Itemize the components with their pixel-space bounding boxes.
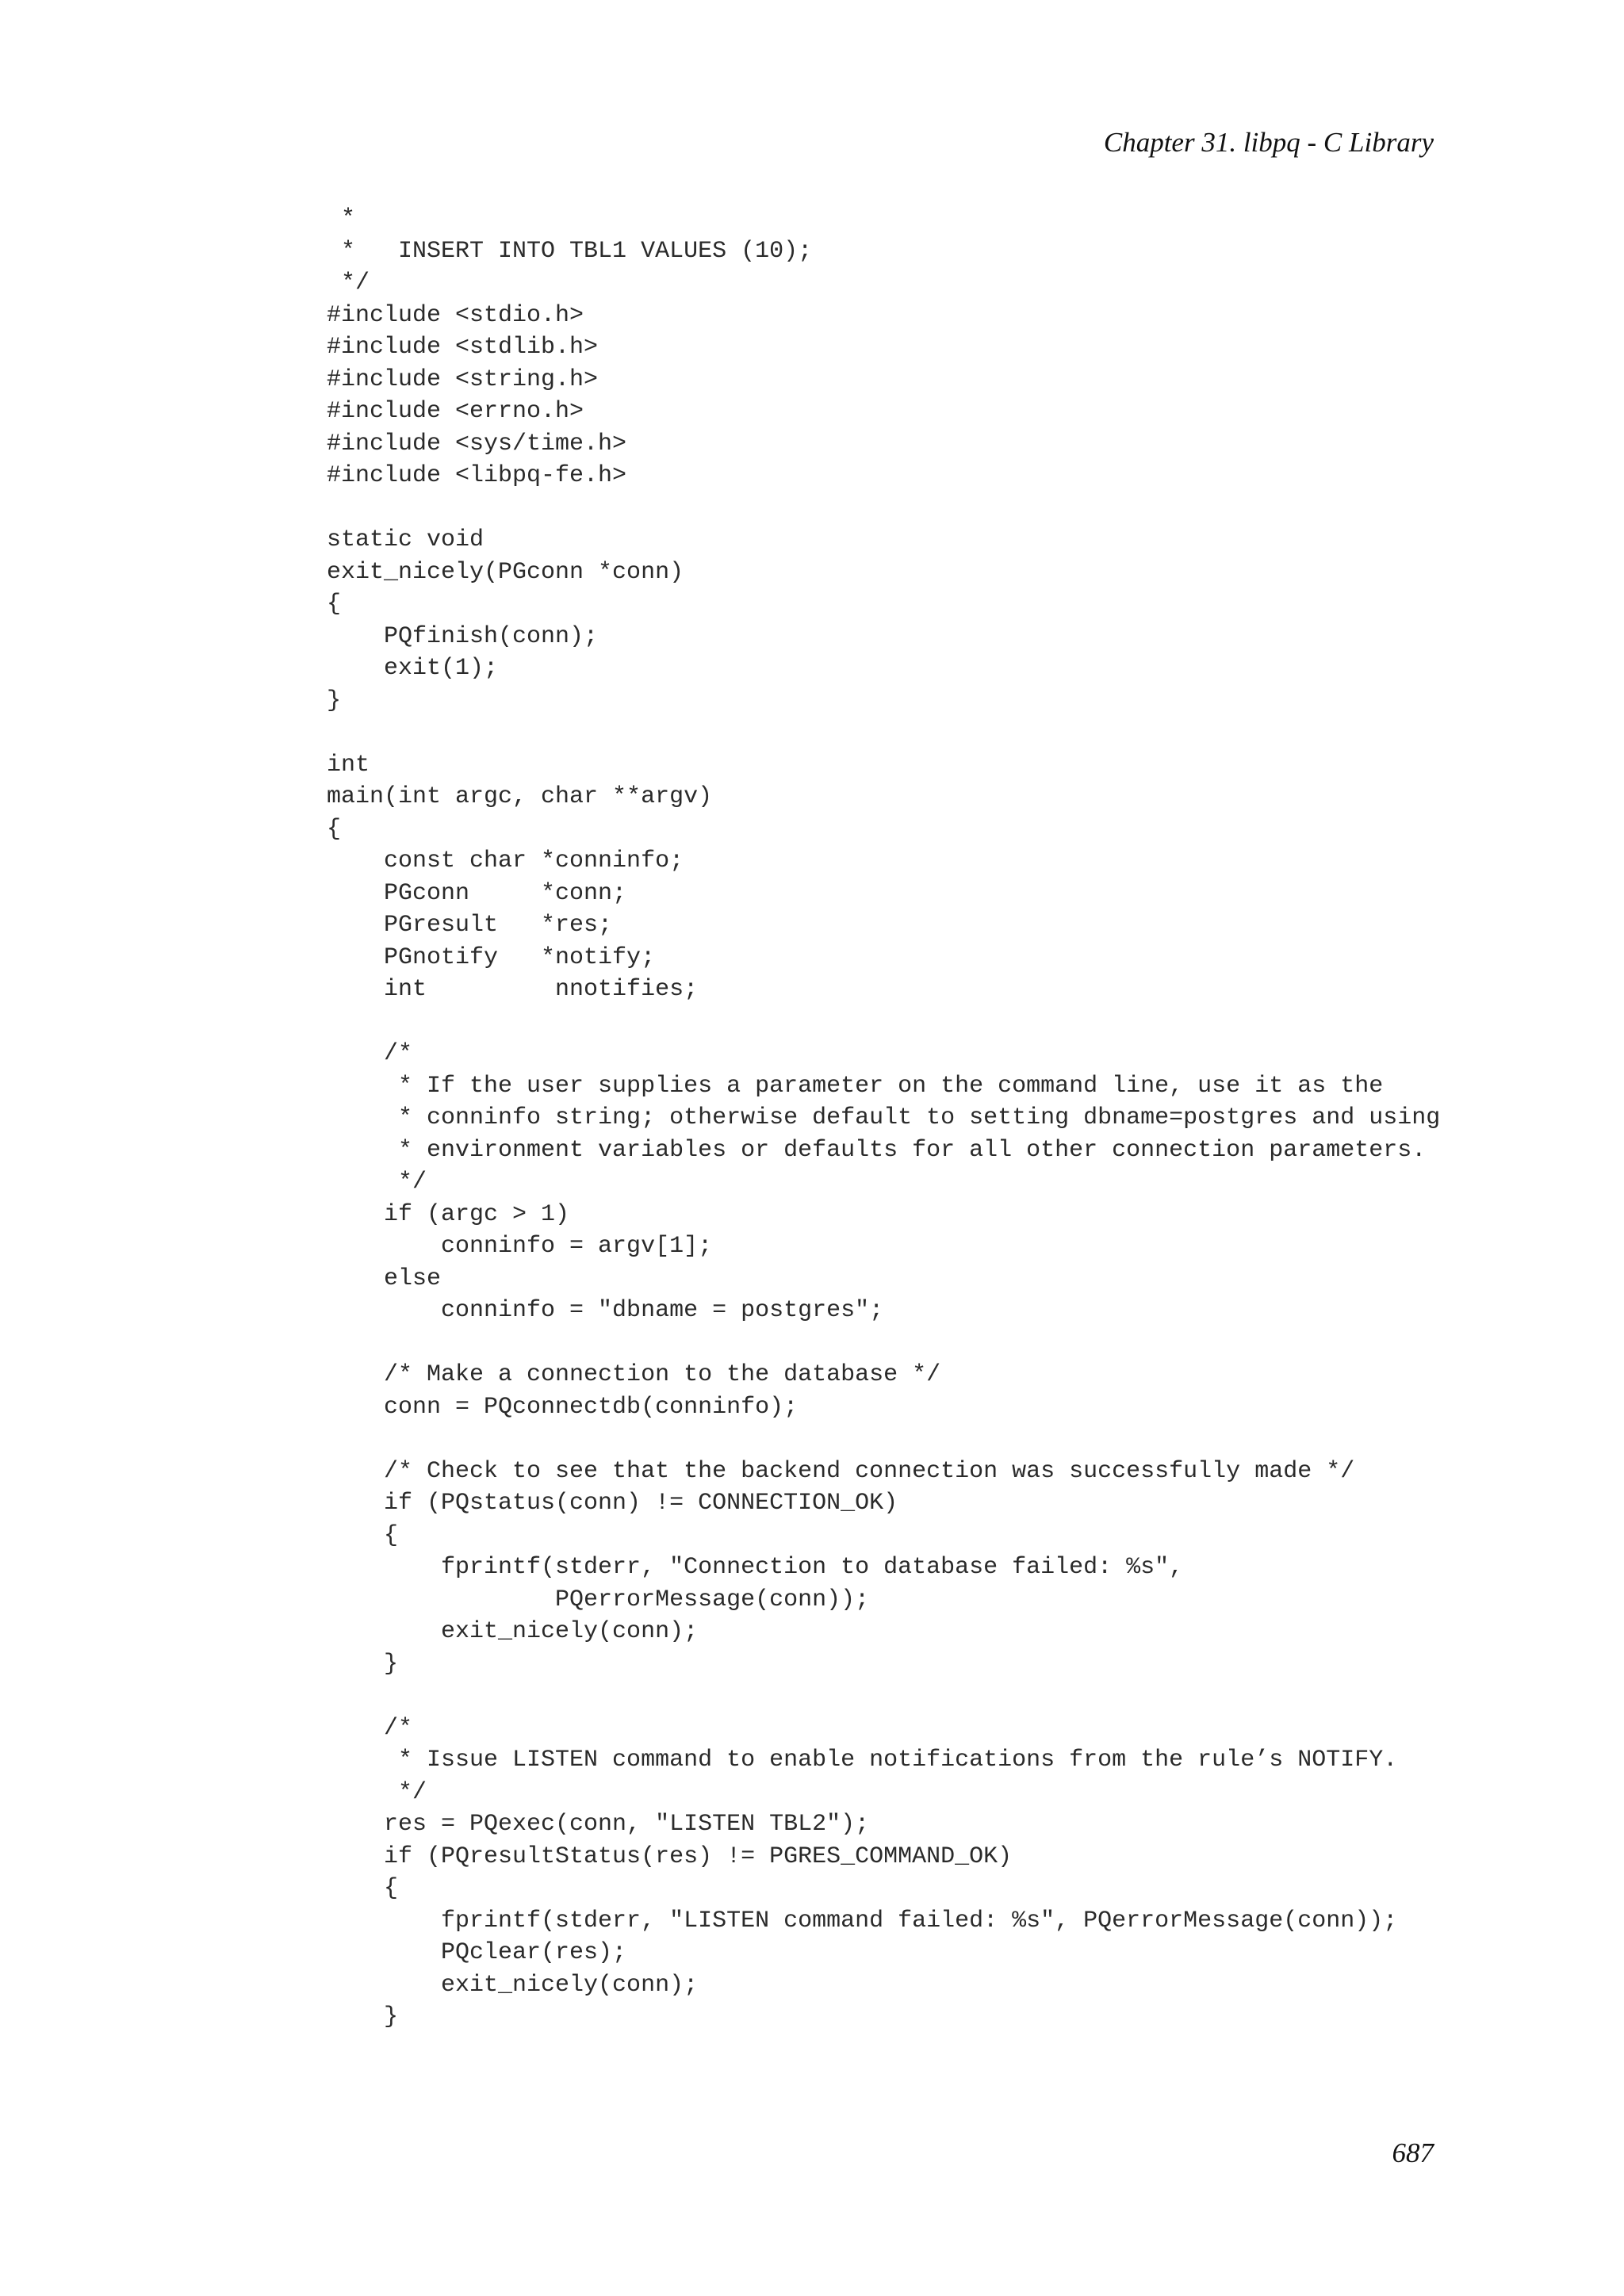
code-line: conninfo = argv[1]; <box>327 1233 713 1260</box>
code-line: * conninfo string; otherwise default to setting dbname=postgres and using <box>327 1104 1441 1131</box>
code-line: fprintf(stderr, "LISTEN command failed: %s", PQerrorMessage(conn)); <box>327 1907 1398 1934</box>
code-line: #include <errno.h> <box>327 398 584 425</box>
code-line: conninfo = "dbname = postgres"; <box>327 1297 884 1324</box>
code-line: } <box>327 687 342 714</box>
code-line: fprintf(stderr, "Connection to database failed: %s", <box>327 1554 1184 1581</box>
code-line <box>327 717 1440 749</box>
code-line: exit_nicely(conn); <box>327 1971 699 1999</box>
code-line <box>327 1423 1440 1456</box>
code-line: else <box>327 1265 442 1292</box>
code-line: * INSERT INTO TBL1 VALUES (10); <box>327 237 813 265</box>
code-line: #include <libpq-fe.h> <box>327 462 627 489</box>
code-line: /* Make a connection to the database */ <box>327 1361 941 1388</box>
code-line: { <box>327 1521 399 1549</box>
code-line: * <box>327 205 356 232</box>
code-line: #include <stdio.h> <box>327 301 584 329</box>
code-line <box>327 492 1440 525</box>
code-line: /* Check to see that the backend connection was successfully made */ <box>327 1457 1355 1485</box>
code-line: * If the user supplies a parameter on the command line, use it as the <box>327 1072 1384 1100</box>
code-line: res = PQexec(conn, "LISTEN TBL2"); <box>327 1811 870 1838</box>
code-line: #include <stdlib.h> <box>327 334 599 361</box>
code-line: if (PQresultStatus(res) != PGRES_COMMAND_OK) <box>327 1843 1013 1870</box>
code-line: * Issue LISTEN command to enable notifications from the rule’s NOTIFY. <box>327 1747 1398 1774</box>
code-line: { <box>327 1875 399 1902</box>
code-line: exit(1); <box>327 655 499 682</box>
code-line: { <box>327 815 342 843</box>
code-line: #include <sys/time.h> <box>327 430 627 457</box>
code-line: /* <box>327 1714 413 1742</box>
code-line: } <box>327 2003 399 2030</box>
code-line: main(int argc, char **argv) <box>327 783 713 810</box>
code-line: */ <box>327 1169 427 1196</box>
code-line: */ <box>327 1778 427 1806</box>
code-line: int <box>327 751 370 779</box>
code-line: #include <string.h> <box>327 365 599 393</box>
code-line: int nnotifies; <box>327 976 699 1003</box>
code-line: PGnotify *notify; <box>327 943 656 971</box>
code-line: PQfinish(conn); <box>327 622 599 650</box>
code-line: PGresult *res; <box>327 912 613 939</box>
code-line: conn = PQconnectdb(conninfo); <box>327 1393 799 1421</box>
page-number: 687 <box>1392 2137 1434 2168</box>
code-line: exit_nicely(PGconn *conn) <box>327 558 684 586</box>
code-line: PQerrorMessage(conn)); <box>327 1586 870 1613</box>
code-line: const char *conninfo; <box>327 848 684 874</box>
code-line: if (argc > 1) <box>327 1200 570 1228</box>
code-line: * environment variables or defaults for all other connection parameters. <box>327 1136 1427 1164</box>
code-line: static void <box>327 526 485 553</box>
code-line: } <box>327 1650 399 1678</box>
code-line: /* <box>327 1040 413 1067</box>
code-line <box>327 1680 1440 1712</box>
code-line: exit_nicely(conn); <box>327 1618 699 1645</box>
code-listing <box>327 203 1440 2034</box>
code-line: PGconn *conn; <box>327 879 627 907</box>
code-line: */ <box>327 270 370 297</box>
code-line <box>327 1327 1440 1360</box>
code-line: PQclear(res); <box>327 1939 627 1966</box>
code-line <box>327 1006 1440 1039</box>
running-header: Chapter 31. libpq - C Library <box>1103 127 1434 158</box>
code-line: { <box>327 591 342 618</box>
code-line: if (PQstatus(conn) != CONNECTION_OK) <box>327 1490 898 1517</box>
